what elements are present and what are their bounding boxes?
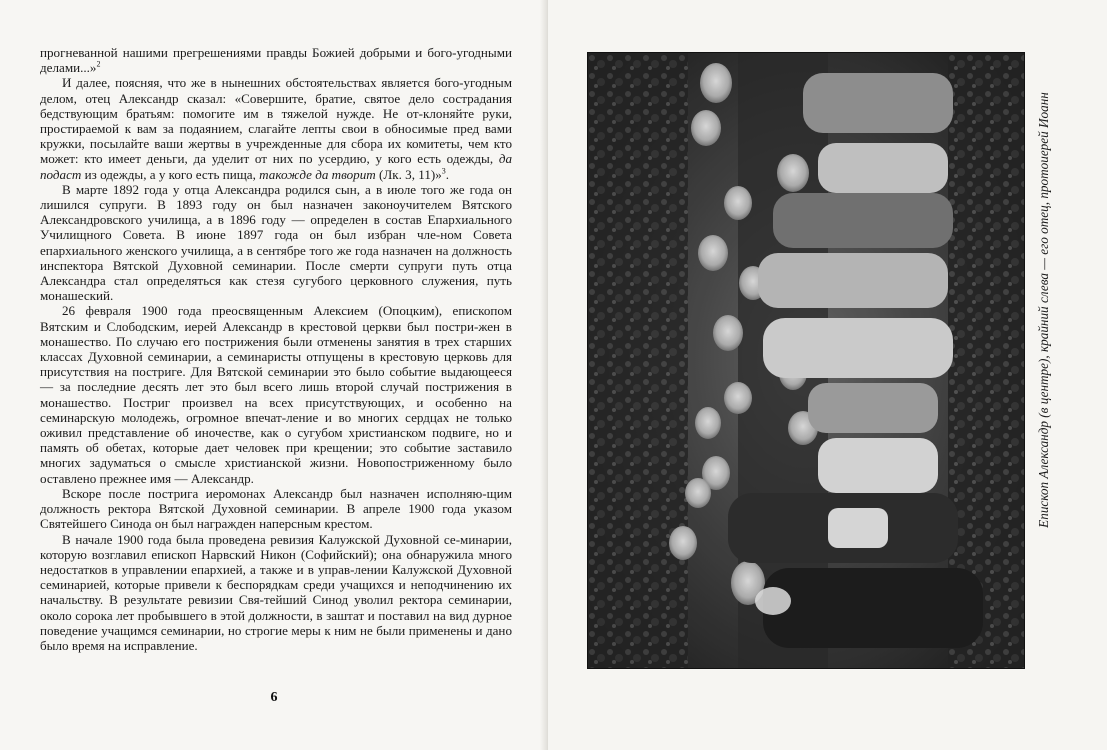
paragraph-2-mid: из одежды, а у кого есть пища, bbox=[81, 166, 260, 182]
paragraph-2-italic-1: да подаст bbox=[40, 151, 512, 182]
paragraph-2-text: И далее, поясняя, что же в нынешних обстоятельствах является бого-угодным делом, отец Александр сказал: «Совершите, братие, святое дело сострадания бедствующим братьям: помогите им в тяжелой нужде. Не от-клоняйте руки, простираемой к вам за подаянием, слагайте лепты свои в обносимые пред вами кружки, посылайте ваши жертвы в учрежденные для сбора их комитеты, чем кто может: кто имеет деньги, да уделит от них по усердию, у кого есть одежды, bbox=[40, 75, 512, 167]
paragraph-1 bbox=[40, 45, 512, 75]
body-text bbox=[40, 45, 512, 653]
group-photo bbox=[587, 52, 1025, 669]
paragraph-1-text: прогневанной нашими прегрешениями правды Божией добрыми и бого-угодными делами...» bbox=[40, 45, 512, 76]
page-number: 6 bbox=[270, 690, 278, 705]
paragraph-2-italic-2: такожде да творит bbox=[259, 166, 376, 182]
photo-caption: Епископ Александр (в центре), крайний слева — его отец, протоиерей Иоанн bbox=[1036, 92, 1051, 528]
paragraph-2-tail: (Лк. 3, 11)» bbox=[375, 166, 442, 182]
footnote-mark-3[interactable]: 3 bbox=[441, 166, 446, 176]
paragraph-6: В начале 1900 года была проведена ревизия Калужской Духовной се-минарии, которую возглавил епископ Нарвский Никон (Софийский); она обнаружила много недостатков в управлении епархией, а также и в управ-лении Калужской Духовной семинарией, которые привели к беспорядкам среди учащихся и неподчинению их начальству. В результате ревизии Свя-тейший Синод уволил ректора семинарии, около сорока лет пробывшего в этой должности, в заштат и поставил на вид дурное поведение учащимся семинарии, но строгие меры к ним не были применены и дано было время на исправление. bbox=[40, 531, 512, 653]
footnote-mark-2[interactable]: 2 bbox=[96, 59, 101, 69]
left-page bbox=[0, 0, 548, 750]
paragraph-4: 26 февраля 1900 года преосвященным Алексием (Опоцким), епископом Вятским и Слободским, иерей Александр в крестовой церкви был постри-жен в монашество. По случаю его пострижения были отменены занятия в трех старших классах Духовной семинарии, а семинаристы отпущены в крестовую церковь для присутствия на постриге. Для Вятской семинарии это было событие выдающееся — за последние десять лет это был всего лишь второй случай пострижения в монашество. Постриг произвел на всех присутствующих, и особенно на семинарскую молодежь, огромное впечат-ление и во многих сердцах не только оживил представление об иночестве, как о сугубом христианском подвиге, но и память об обетах, которые дает человек при крещении; это событие заставило многих задуматься о смысле христианской жизни. Новопостриженному было оставлено прежнее имя — Александр. bbox=[40, 303, 512, 486]
paragraph-2: И далее, поясняя, что же в нынешних обстоятельствах является бого-угодным делом, отец Александр сказал: «Совершите, братие, святое дело сострадания бедствующим братьям: помогите им в тяжелой нужде. Не от-клоняйте руки, простираемой к вам за подаянием, слагайте лепты свои в обносимые пред вами кружки, посылайте ваши жертвы в учрежденные для сбора их комитеты, чем кто может: кто имеет деньги, да уделит от них по усердию, у кого есть одежды, да подаст из одежды, а у кого есть пища, такожде да творит (Лк. 3, 11)»$^3$. bbox=[40, 75, 512, 182]
paragraph-3: В марте 1892 года у отца Александра родился сын, а в июле того же года он лишился супруги. В 1893 году он был назначен законоучителем Вятского Александровского училища, а в 1896 году — определен в состав Епархиального Училищного Совета. В июне 1897 года он был избран чле-ном Совета епархиального женского училища, а в сентябре того же года назначен на должность инспектора Вятской Духовной семинарии. После смерти супруги путь отца Александра стал определяться как стезя сугубого церковного служения, путь монашеский. bbox=[40, 181, 512, 304]
paragraph-5: Вскоре после пострига иеромонах Александр был назначен исполняю-щим должность ректора Вятской Духовной семинарии. В апреле 1900 года указом Святейшего Синода он был награжден наперсным крестом. bbox=[40, 485, 512, 532]
photo-illustration bbox=[588, 53, 1024, 668]
